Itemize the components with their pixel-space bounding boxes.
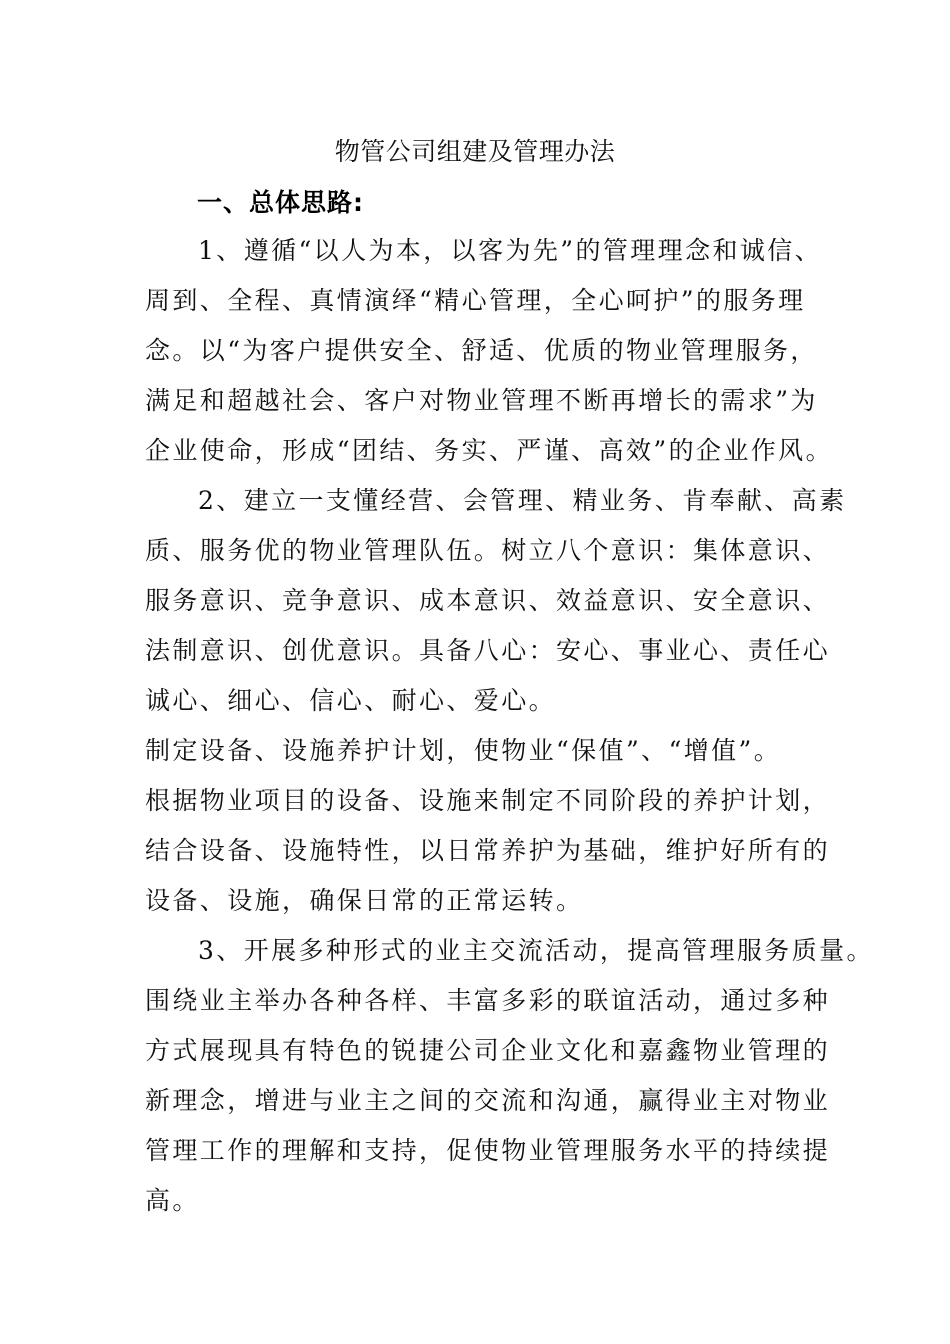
text-line: 方式展现具有特色的锐捷公司企业文化和嘉鑫物业管理的 — [145, 1036, 831, 1065]
text-line: 制定设备、设施养护计划，使物业“保值”、“增值”。 — [145, 736, 782, 765]
text-line: 质、服务优的物业管理队伍。树立八个意识：集体意识、 — [145, 536, 831, 565]
document-title: 物管公司组建及管理办法 — [334, 137, 616, 166]
text-line: 结合设备、设施特性，以日常养护为基础，维护好所有的 — [145, 836, 831, 865]
text-line: 设备、设施，确保日常的正常运转。 — [145, 886, 584, 915]
text-line: 新理念，增进与业主之间的交流和沟通，赢得业主对物业 — [145, 1086, 831, 1115]
text-line: 3、开展多种形式的业主交流活动，提高管理服务质量。 — [198, 936, 874, 965]
paragraph-2 — [145, 476, 847, 726]
text-line: 周到、全程、真情演绎“精心管理，全心呵护”的服务理 — [145, 286, 806, 315]
text-line: 服务意识、竞争意识、成本意识、效益意识、安全意识、 — [145, 586, 831, 615]
text-line: 2、建立一支懂经营、会管理、精业务、肯奉献、高素 — [198, 486, 847, 515]
text-line: 高。 — [145, 1186, 200, 1215]
text-line: 管理工作的理解和支持，促使物业管理服务水平的持续提 — [145, 1136, 831, 1165]
paragraph-1 — [145, 226, 835, 476]
text-line: 念。以“为客户提供安全、舒适、优质的物业管理服务， — [145, 336, 818, 365]
text-line: 1、遵循“以人为本，以客为先”的管理理念和诚信、 — [198, 236, 823, 265]
text-line: 企业使命，形成“团结、务实、严谨、高效”的企业作风。 — [145, 436, 833, 465]
text-line: 根据物业项目的设备、设施来制定不同阶段的养护计划， — [145, 786, 831, 815]
text-line: 围绕业主举办各种各样、丰富多彩的联谊活动，通过多种 — [145, 986, 831, 1015]
text-line: 诚心、细心、信心、耐心、爱心。 — [145, 686, 557, 715]
text-line: 满足和超越社会、客户对物业管理不断再增长的需求”为 — [145, 386, 818, 415]
paragraph-3 — [145, 926, 874, 1226]
text-line: 法制意识、创优意识。具备八心：安心、事业心、责任心 — [145, 636, 831, 665]
paragraph-maintenance — [145, 726, 835, 926]
section-heading: 一、总体思路: — [197, 188, 364, 217]
